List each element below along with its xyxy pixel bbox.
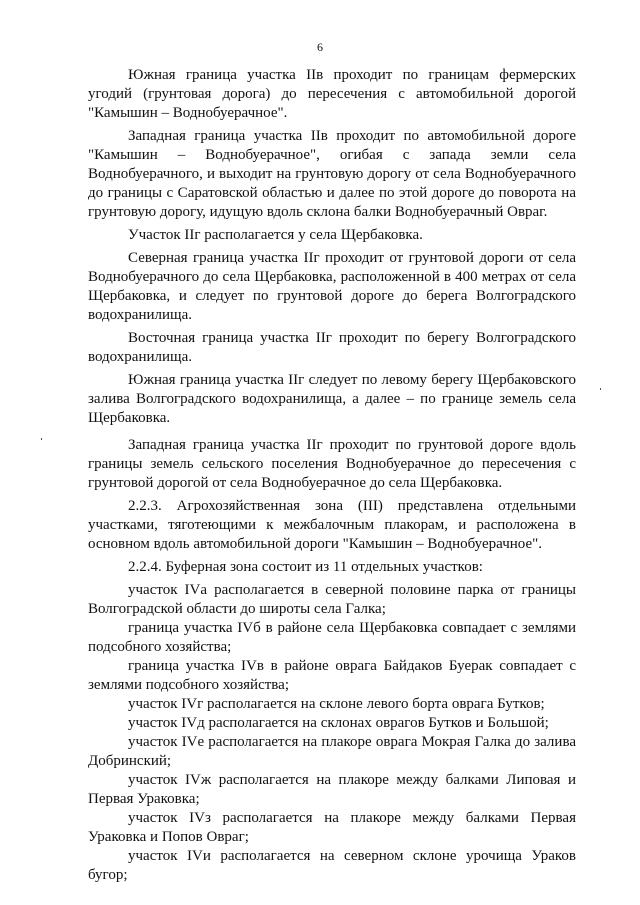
list-item: участок IVд располагается на склонах оврагов Бутков и Большой; xyxy=(128,715,549,731)
list-item: участок IVж располагается на плакоре между балками Липовая и Первая Ураковка; xyxy=(88,772,576,807)
list-item: участок IVи располагается на северном склоне урочища Ураков бугор; xyxy=(88,848,576,883)
paragraph: 2.2.3. Агрохозяйственная зона (III) представлена отдельными участками, тяготеющими к межбалочным плакорам, и расположена в основном вдоль автомобильной дороги "Камышин – Воднобуерачное". xyxy=(88,498,576,552)
list-item: граница участка IVб в районе села Щербаковка совпадает с землями подсобного хозяйства; xyxy=(88,620,576,655)
list-item: участок IVз располагается на плакоре между балками Первая Ураковка и Попов Овраг; xyxy=(88,810,576,845)
paragraph: Северная граница участка IIг проходит от грунтовой дороги от села Воднобуерачного до села Щербаковка, расположенной в 400 метрах от села Щербаковка, и следует по грунтовой дороге до берега Волгоградского водохранилища. xyxy=(88,250,576,323)
paragraph: Западная граница участка IIг проходит по грунтовой дороге вдоль границы земель сельского поселения Воднобуерачное до пересечения с грунтовой дорогой от села Воднобуерачное до села Щербаковка. xyxy=(88,437,576,491)
paragraph: Западная граница участка IIв проходит по автомобильной дороге "Камышин – Воднобуерачное", огибая с запада земли села Воднобуерачного, и выходит на грунтовую дорогу от села Воднобуерачного до границы с Саратовской областью и далее по этой дороге до поворота на грунтовую дорогу, идущую вдоль склона балки Воднобуерачный Овраг. xyxy=(88,128,576,220)
page-number: 6 xyxy=(317,40,323,54)
document-body xyxy=(88,66,576,885)
paragraph: Южная граница участка IIг следует по левому берегу Щербаковского залива Волгоградского водохранилища, а далее – по границе земель села Щербаковка. xyxy=(88,372,576,426)
list-item: граница участка IVв в районе оврага Байдаков Буерак совпадает с землями подсобного хозяйства; xyxy=(88,658,576,693)
paragraph: 2.2.4. Буферная зона состоит из 11 отдельных участков: xyxy=(128,559,483,575)
paragraph: Южная граница участка IIв проходит по границам фермерских угодий (грунтовая дорога) до пересечения с автомобильной дорогой "Камышин – Воднобуерачное". xyxy=(88,67,576,121)
list-item: участок IVе располагается на плакоре оврага Мокрая Галка до залива Добринский; xyxy=(88,734,576,769)
list-item: участок IVг располагается на склоне левого борта оврага Бутков; xyxy=(128,696,545,712)
scan-speck xyxy=(41,438,42,440)
list-item: участок IVа располагается в северной половине парка от границы Волгоградской области до широты села Галка; xyxy=(88,582,576,617)
scan-speck xyxy=(600,388,601,390)
paragraph: Участок IIг располагается у села Щербаковка. xyxy=(128,227,423,243)
paragraph: Восточная граница участка IIг проходит по берегу Волгоградского водохранилища. xyxy=(88,330,576,365)
